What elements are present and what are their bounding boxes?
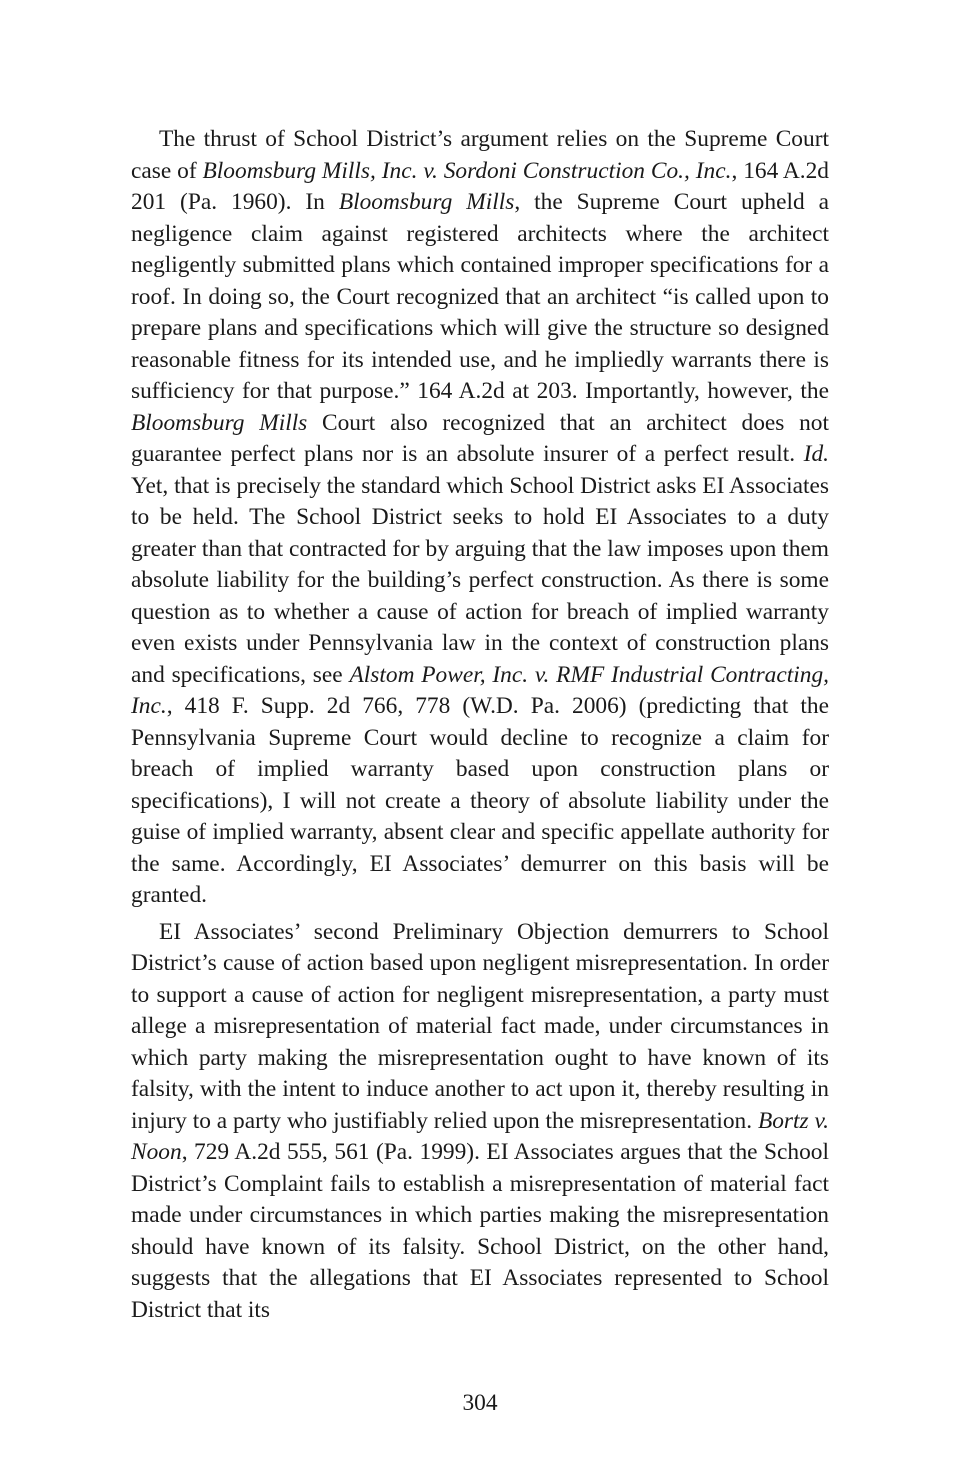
paragraph-2-text-2: , 729 A.2d 555, 561 (Pa. 1999). EI Associates argues that the School District’s Complaint fails to establish a misrepresentation of material fact made under circumstances in which parties making the misrepresentation should have known of its falsity. School District, on the other hand, suggests that the allegations that EI Associates represented to School District that its — [131, 1139, 829, 1323]
paragraph-1-text-2: , 164 A.2d 201 (Pa. 1960). In — [131, 157, 830, 215]
paragraph-1 — [131, 124, 829, 912]
paragraph-2 — [131, 917, 829, 1327]
case-citation-bortz-v-noon: Bortz v. Noon — [131, 1107, 829, 1165]
body-text — [131, 124, 829, 1326]
paragraph-2-text-1: EI Associates’ second Preliminary Objection demurrers to School District’s cause of action based upon negligent misrepresentation. In order to support a cause of action for negligent misrepresentation, a party must allege a misrepresentation of material fact made, under circumstances in which party making the misrepresentation ought to have known of its falsity, with the intent to induce another to act upon it, thereby resulting in injury to a party who justifiably relied upon the misrepresentation. — [131, 918, 829, 1134]
case-citation-alstom-power: Alstom Power, Inc. v. RMF Industrial Contracting, Inc. — [131, 661, 829, 719]
citation-id: Id. — [803, 441, 829, 467]
case-short-name-bloomsburg-mills: Bloomsburg Mills — [338, 189, 515, 215]
paragraph-1-text-6: , 418 F. Supp. 2d 766, 778 (W.D. Pa. 2006) (predicting that the Pennsylvania Supreme Court would decline to recognize a claim for breach of implied warranty based upon construction plans or specifications), I will not create a theory of absolute liability under the guise of implied warranty, absent clear and specific appellate authority for the same. Accordingly, EI Associates’ demurrer on this basis will be granted. — [131, 693, 829, 908]
paragraph-1-text-4: Court also recognized that an architect does not guarantee perfect plans nor is an absolute insurer of a perfect result. — [131, 409, 829, 467]
paragraph-1-text-1: The thrust of School District’s argument relies on the Supreme Court case of — [131, 126, 829, 184]
paragraph-1-text-5: Yet, that is precisely the standard which School District asks EI Associates to be held. The School District seeks to hold EI Associates to a duty greater than that contracted for by arguing that the law imposes upon them absolute liability for the building’s perfect construction. As there is some question as to whether a cause of action for breach of implied warranty even exists under Pennsylvania law in the context of construction plans and specifications, see — [131, 472, 829, 688]
case-short-name-bloomsburg-mills-2: Bloomsburg Mills — [131, 409, 308, 436]
page-number: 304 — [462, 1390, 498, 1416]
case-citation-bloomsburg-mills: Bloomsburg Mills, Inc. v. Sordoni Construction Co., Inc. — [202, 157, 732, 184]
paragraph-1-text-3: , the Supreme Court upheld a negligence claim against registered architects where the architect negligently submitted plans which contained improper specifications for a roof. In doing so, the Court recognized that an architect “is called upon to prepare plans and specifications which will give the structure so designed reasonable fitness for its intended use, and he impliedly warrants there is sufficiency for that purpose.” 164 A.2d at 203. Importantly, however, the — [131, 189, 829, 404]
